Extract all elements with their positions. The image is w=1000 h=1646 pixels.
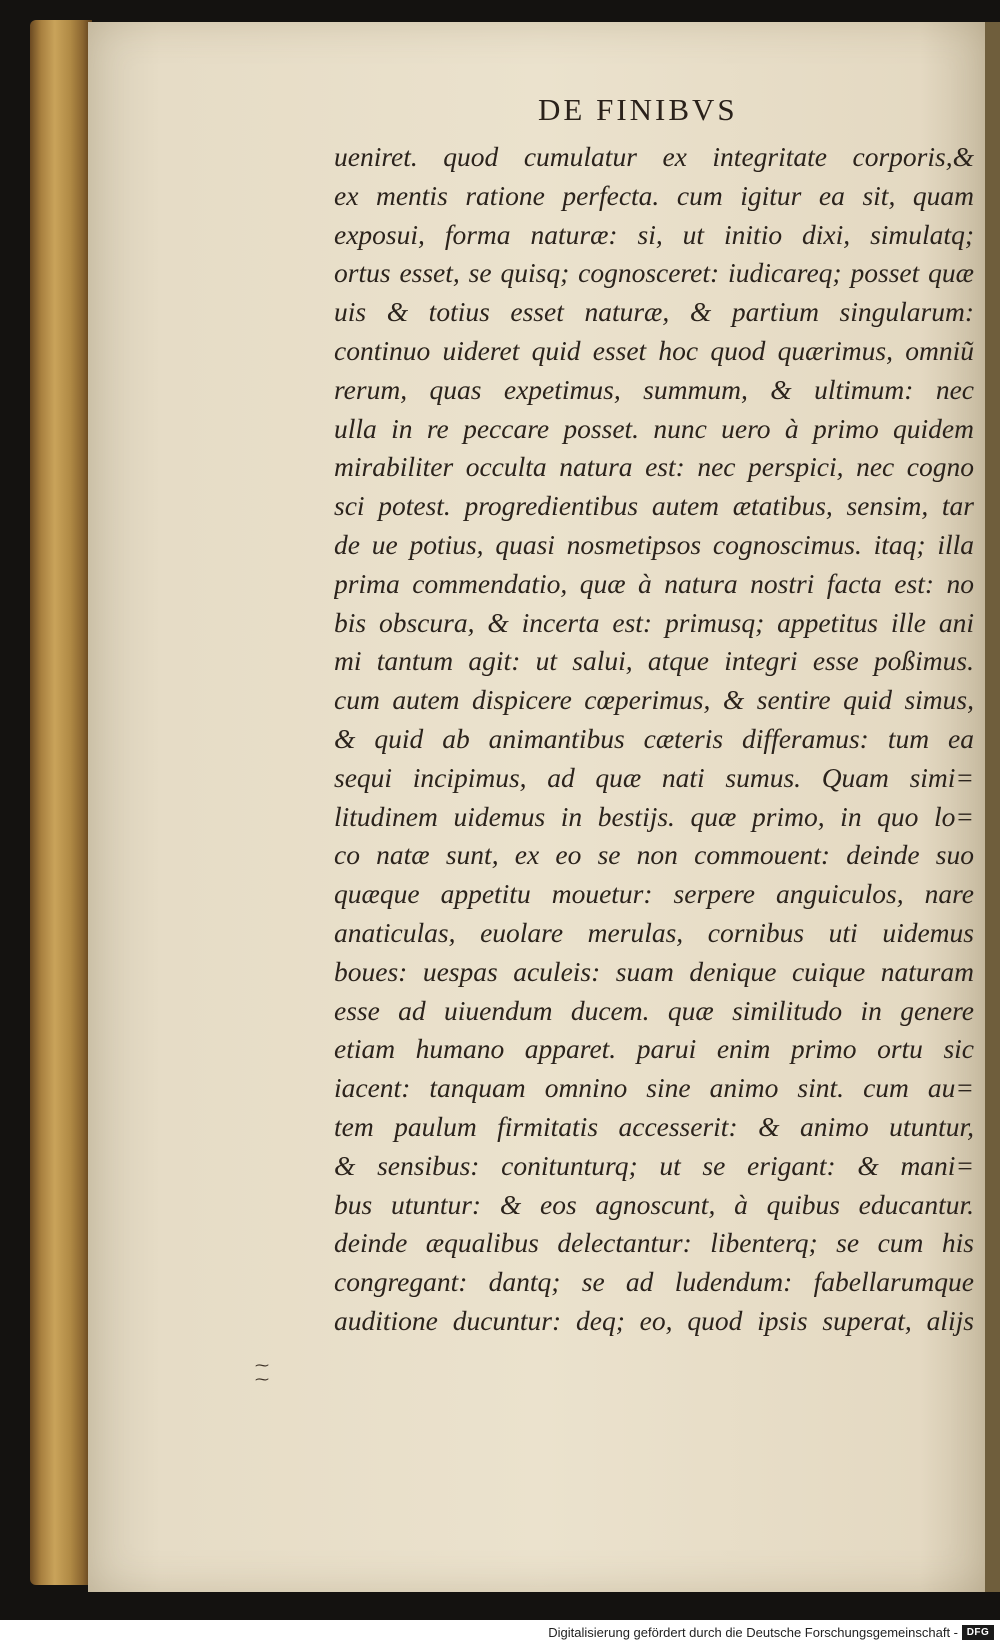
- book-binding-strip: [985, 22, 1000, 1592]
- running-head: DE FINIBVS: [538, 92, 738, 127]
- text-line: mirabiliter occulta natura est: nec perspici, nec cogno: [334, 451, 974, 483]
- text-line: anaticulas, euolare merulas, cornibus uti uidemus: [334, 916, 974, 948]
- text-line: bus utuntur: & eos agnoscunt, à quibus educantur.: [334, 1188, 974, 1220]
- text-line: tem paulum firmitatis accesserit: & animo utuntur,: [334, 1110, 974, 1142]
- text-line: ortus esset, se quisq; cognosceret: iudicareq; posset quæ: [334, 257, 974, 289]
- text-line: & quid ab animantibus cæteris differamus: tum ea: [334, 722, 974, 754]
- text-line: co natæ sunt, ex eo se non commouent: deinde suo: [334, 839, 974, 871]
- text-line: uis & totius esset naturæ, & partium singularum:: [334, 296, 974, 328]
- text-line: de ue potius, quasi nosmetipsos cognoscimus. itaq; illa: [334, 528, 974, 560]
- footer-credit: Digitalisierung gefördert durch die Deutsche Forschungsgemeinschaft -: [548, 1625, 958, 1640]
- text-line: bis obscura, & incerta est: primusq; appetitus ille ani: [334, 606, 974, 638]
- book-page-edges: [30, 20, 92, 1585]
- text-line: boues: uespas aculeis: suam denique cuique naturam: [334, 955, 974, 987]
- text-line: congregant: dantq; se ad ludendum: fabellarumque: [334, 1266, 974, 1298]
- text-line: continuo uideret quid esset hoc quod quærimus, omniũ: [334, 334, 974, 366]
- text-line: prima commendatio, quæ à natura nostri facta est: no: [334, 567, 974, 599]
- margin-mark: ⁓ ⁓: [255, 1359, 269, 1388]
- text-line: ulla in re peccare posset. nunc uero à primo quidem: [334, 412, 974, 444]
- text-line: etiam humano apparet. parui enim primo ortu sic: [334, 1033, 974, 1065]
- text-line: sequi incipimus, ad quæ nati sumus. Quam simi=: [334, 761, 974, 793]
- text-line: auditione ducuntur: deq; eo, quod ipsis superat, alijs: [334, 1304, 974, 1336]
- text-line: ueniret. quod cumulatur ex integritate corporis,&: [334, 141, 974, 172]
- text-line: rerum, quas expetimus, summum, & ultimum: nec: [334, 373, 974, 405]
- text-line: exposui, forma naturæ: si, ut initio dixi, simulatq;: [334, 218, 974, 250]
- text-line: cum autem dispicere cœperimus, & sentire quid simus,: [334, 684, 974, 716]
- text-line: sci potest. progredientibus autem ætatibus, sensim, tar: [334, 490, 974, 522]
- footer-bar: [0, 1620, 1000, 1646]
- text-line: & sensibus: conitunturq; ut se erigant: & mani=: [334, 1149, 974, 1181]
- text-line: ex mentis ratione perfecta. cum igitur ea sit, quam: [334, 179, 974, 211]
- text-line: iacent: tanquam omnino sine animo sint. cum au=: [334, 1072, 974, 1104]
- dfg-logo: DFG: [962, 1625, 994, 1640]
- text-block: [334, 138, 974, 1341]
- text-line: litudinem uidemus in bestijs. quæ primo, in quo lo=: [334, 800, 974, 832]
- text-line: mi tantum agit: ut salui, atque integri esse poßimus.: [334, 645, 974, 677]
- text-line: deinde æqualibus delectantur: libenterq; se cum his: [334, 1227, 974, 1259]
- text-line: quæque appetitu mouetur: serpere anguiculos, nare: [334, 878, 974, 910]
- text-line: esse ad uiuendum ducem. quæ similitudo in genere: [334, 994, 974, 1026]
